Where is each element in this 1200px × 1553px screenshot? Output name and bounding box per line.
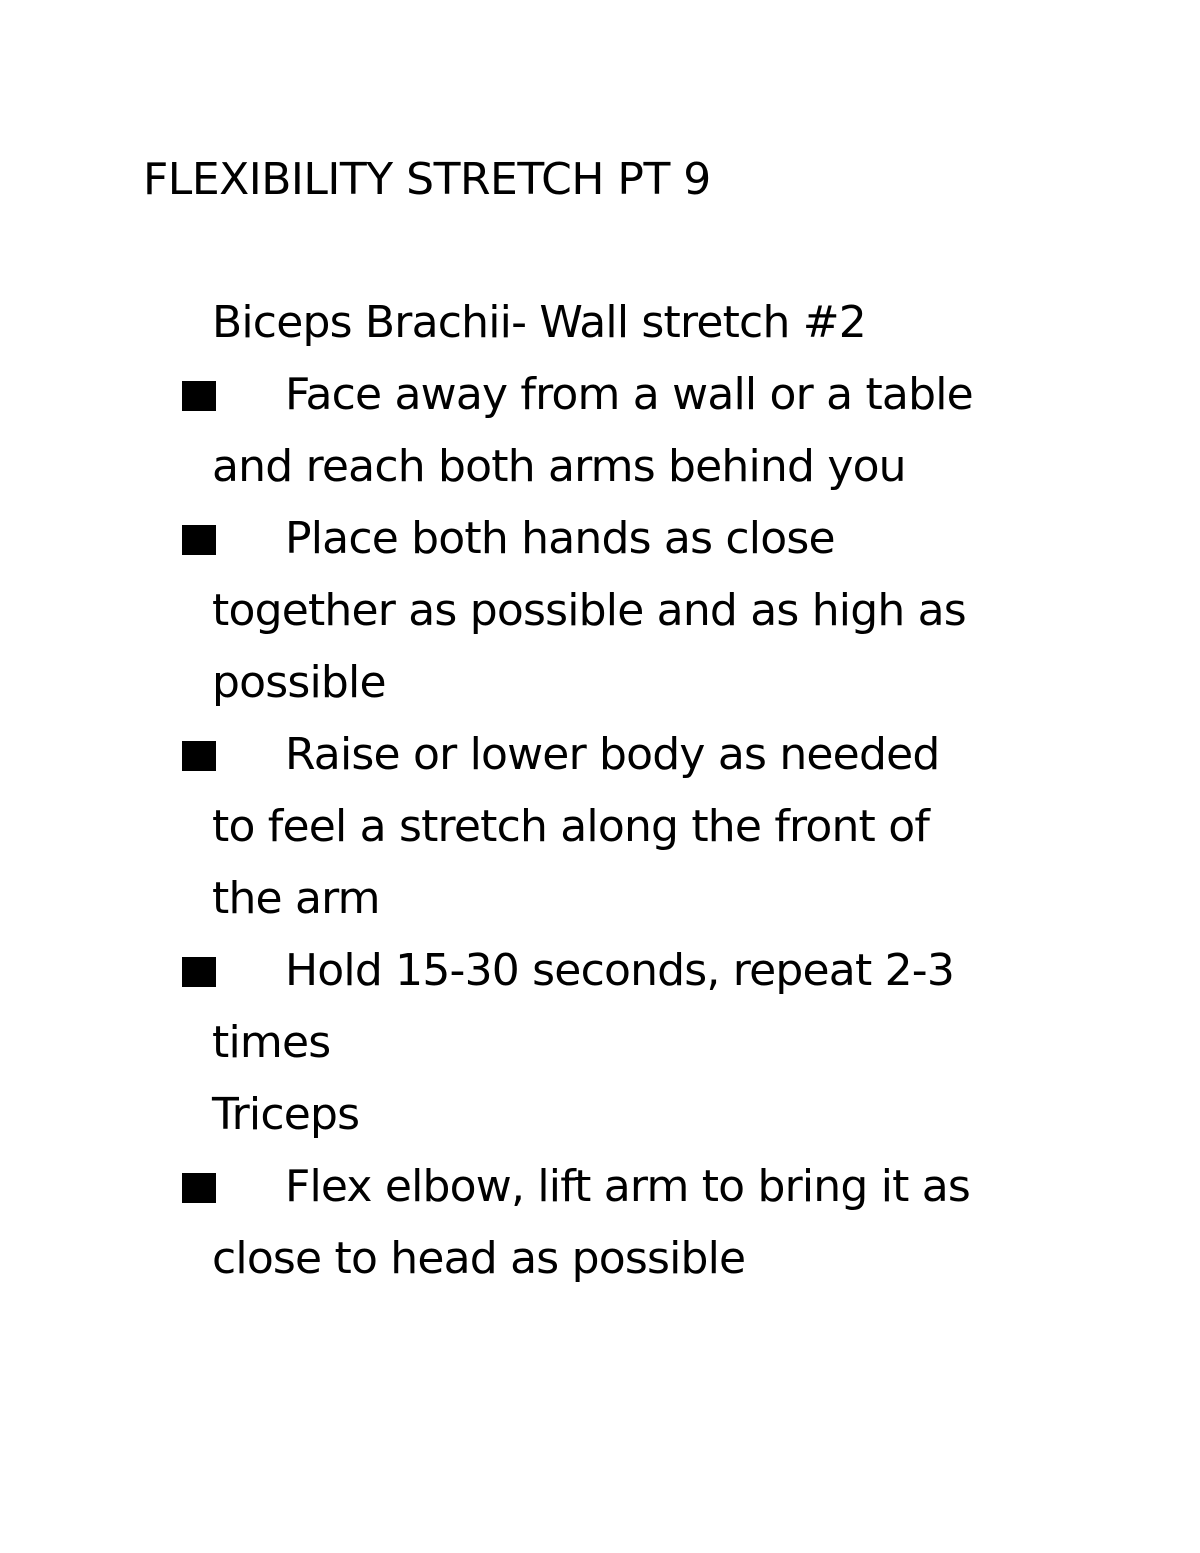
bullet-4-line-1: Hold 15-30 seconds, repeat 2-3 (285, 945, 955, 996)
bullet-5-line-2: close to head as possible (212, 1233, 746, 1284)
square-bullet-icon (182, 381, 216, 411)
bullet-1-line-2: and reach both arms behind you (212, 441, 906, 492)
bullet-5-line-1: Flex elbow, lift arm to bring it as (285, 1161, 971, 1212)
square-bullet-icon (182, 1173, 216, 1203)
bullet-3-line-2: to feel a stretch along the front of (212, 801, 930, 852)
bullet-4-line-2: times (212, 1017, 331, 1068)
bullet-2-line-1: Place both hands as close (285, 513, 835, 564)
square-bullet-icon (182, 741, 216, 771)
bullet-2-line-2: together as possible and as high as (212, 585, 966, 636)
section-heading-triceps: Triceps (212, 1089, 360, 1140)
square-bullet-icon (182, 957, 216, 987)
document-title: FLEXIBILITY STRETCH PT 9 (143, 154, 711, 205)
bullet-2-line-3: possible (212, 657, 386, 708)
bullet-3-line-3: the arm (212, 873, 380, 924)
square-bullet-icon (182, 525, 216, 555)
bullet-3-line-1: Raise or lower body as needed (285, 729, 940, 780)
section-heading-biceps: Biceps Brachii- Wall stretch #2 (212, 297, 866, 348)
bullet-1-line-1: Face away from a wall or a table (285, 369, 973, 420)
